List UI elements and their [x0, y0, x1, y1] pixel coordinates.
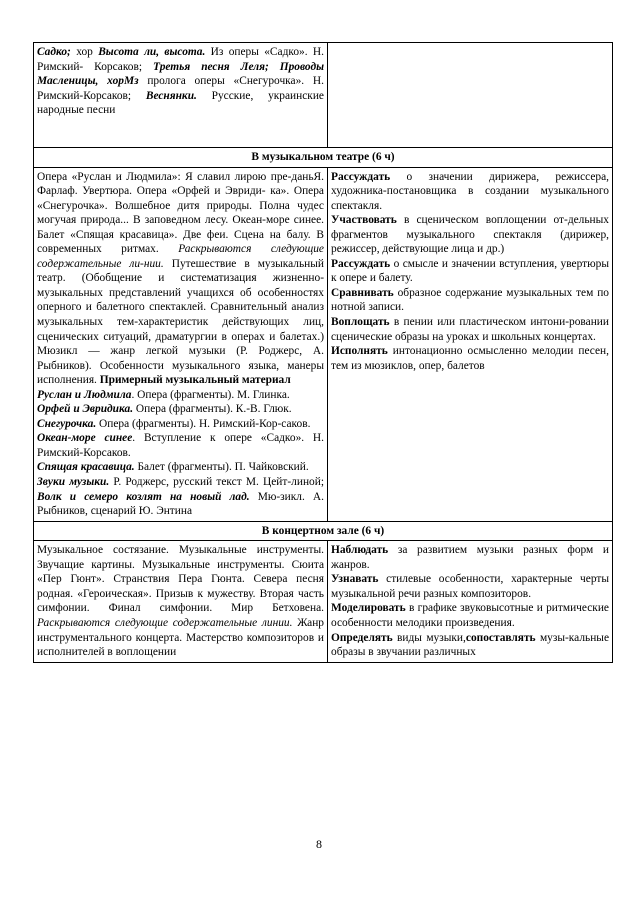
table-cell: Опера «Руслан и Людмила»: Я славил лирою пре-даньЯ. Фарлаф. Увертюра. Опера «Орфей и Эвриди- ка». Опера «Снегурочка». Волшебное дитя природы. Полна чудес могучая природа... В заповедном лесу. Океан-море синее. Балет «Спящая красавица». Две феи. Сцена на балу. В современных ритмах. Раскрываются следующие содержательные ли-нии. Путешествие в музыкальный театр. (Обобщение и систематизация жизненно-музыкальных представлений учащихся об особенностях оперного и балетного спектаклей. Сравнительный анализ музыкальных тем-характеристик действующих лиц, сценических ситуаций, драматургии в операх и балетах.) Мюзикл — жанр легкой музыки (Р. Роджерс, А. Рыбников). Особенности музыкального языка, манеры исполнения. Примерный музыкальный материал Руслан и Людмила. Опера (фрагменты). М. Глинка. Орфей и Эвридика. Опера (фрагменты). К.-В. Глюк. Снегурочка. Опера (фрагменты). Н. Римский-Кор-саков. Океан-море синее. Вступление к опере «Садко». Н. Римский-Корсаков. Спящая красавица. Балет (фрагменты). П. Чайковский. Звуки музыки. Р. Роджерс, русский текст М. Цейт-линой; Волк и семеро козлят на новый лад. Мю-зикл. А. Рыбников, сценарий Ю. Энтина: [34, 167, 328, 521]
table-cell: Музыкальное состязание. Музыкальные инструменты. Звучащие картины. Музыкальные инструменты. Сюита «Пер Гюнт». Странствия Пера Гюнта. Севера песня родная. «Героическая». Призыв к мужеству. Вторая часть симфонии. Финал симфонии. Мир Бетховена. Раскрываются следующие содержательные линии. Жанр инструментального концерта. Мастерство композиторов и исполнителей в воплощении: [34, 541, 328, 662]
page-number: 8: [316, 837, 322, 851]
table-row: [34, 541, 613, 662]
section-heading: В концертном зале (6 ч): [34, 521, 613, 541]
curriculum-table: [33, 42, 613, 663]
section-row: [34, 148, 613, 168]
table-row: [34, 43, 613, 148]
section-heading: В музыкальном театре (6 ч): [34, 148, 613, 168]
table-cell-empty: [328, 43, 613, 148]
table-cell: Рассуждать о значении дирижера, режиссера, художника-постановщика в создании музыкального спектакля. Участвовать в сценическом воплощении от-дельных фрагментов музыкального спектакля (дирижер, режиссер, действующие лица и др.) Рассуждать о смысле и значении вступления, увертюры к опере и балету. Сравнивать образное содержание музыкальных тем по нотной записи. Воплощать в пении или пластическом интони-ровании сценические образы на уроках и школьных концертах. Исполнять интонационно осмысленно мелодии песен, тем из мюзиклов, опер, балетов: [328, 167, 613, 521]
table-cell: Садко; хор Высота ли, высота. Из оперы «Садко». Н. Римский- Корсаков; Третья песня Леля; Проводы Масленицы, хорМз пролога оперы «Снегурочка». Н. Римский-Корсаков; Веснянки. Русские, украинские народные песни: [34, 43, 328, 148]
section-row: [34, 521, 613, 541]
table-row: [34, 167, 613, 521]
table-cell: Наблюдать за развитием музыки разных форм и жанров. Узнавать стилевые особенности, характерные черты музыкальной речи разных композиторов. Моделировать в графике звуковысотные и ритмические особенности мелодики произведения. Определять виды музыки,сопоставлять музы-кальные образы в звучании различных: [328, 541, 613, 662]
